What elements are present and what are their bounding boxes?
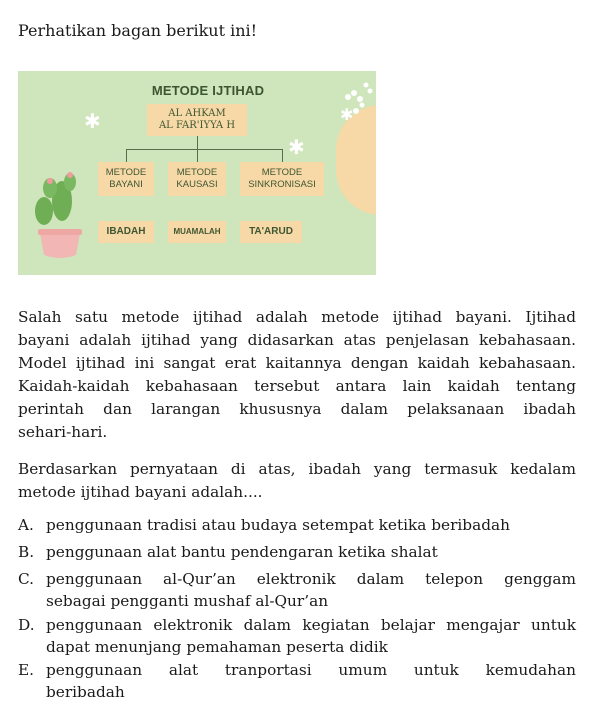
option-text: penggunaan alat bantu pendengaran ketika shalat	[46, 543, 438, 561]
method-box-sinkronisasi	[240, 162, 324, 196]
option-letter: D.	[18, 616, 35, 634]
option-letter: C.	[18, 570, 35, 588]
connector-line	[197, 149, 198, 162]
method-label-line-1: METODE	[176, 167, 218, 178]
question-line: metode ijtihad bayani adalah....	[18, 483, 263, 501]
question-line: Berdasarkan pernyataan di atas, ibadah yang termasuk kedalam	[18, 460, 576, 478]
passage-line: bayani adalah ijtihad yang didasarkan atas penjelasan kebahasaan.	[18, 331, 576, 349]
instruction-text: Perhatikan bagan berikut ini!	[18, 21, 258, 40]
passage-line: Model ijtihad ini sangat erat kaitannya dengan kaidah kebahasaan.	[18, 354, 576, 372]
option-text: penggunaan al-Qur’an elektronik dalam telepon genggam	[46, 570, 576, 588]
option-b[interactable]	[18, 541, 576, 563]
connector-line	[126, 149, 127, 162]
root-box	[147, 104, 247, 136]
sparkle-icon: ✱	[340, 105, 354, 124]
option-text-continued: dapat menunjang pemahaman peserta didik	[46, 638, 388, 656]
cactus-icon	[35, 172, 82, 258]
diagram-title: METODE IJTIHAD	[151, 83, 265, 98]
method-label-line-1: METODE	[261, 167, 303, 178]
option-a[interactable]	[18, 514, 576, 536]
passage-line: perintah dan larangan khususnya dalam pelaksanaan ibadah	[18, 400, 576, 418]
option-text-continued: sebagai pengganti mushaf al-Qur’an	[46, 592, 329, 610]
option-letter: E.	[18, 661, 35, 679]
method-box-bayani	[98, 162, 154, 196]
question-stem	[18, 458, 576, 504]
option-c[interactable]	[18, 568, 576, 612]
option-letter: A.	[18, 516, 34, 534]
connector-line	[126, 149, 282, 150]
passage-paragraph	[18, 306, 576, 444]
category-box-taarud: TA'ARUD	[240, 221, 302, 243]
passage-line: Salah satu metode ijtihad adalah metode ijtihad bayani. Ijtihad	[18, 308, 576, 326]
method-label-line-2: KAUSASI	[176, 179, 218, 190]
option-d[interactable]	[18, 614, 576, 658]
root-line-2: AL FAR'IYYA H	[158, 120, 236, 131]
option-e[interactable]	[18, 659, 576, 703]
root-line-1: AL AHKAM	[168, 108, 226, 119]
sparkle-icon: ✱	[84, 109, 101, 133]
passage-line: sehari-hari.	[18, 423, 108, 441]
option-text: penggunaan tradisi atau budaya setempat ketika beribadah	[46, 516, 510, 534]
option-text-continued: beribadah	[46, 683, 125, 701]
method-label-line-2: SINKRONISASI	[248, 179, 316, 190]
sparkle-icon: ✱	[288, 135, 305, 159]
option-text: penggunaan alat tranportasi umum untuk kemudahan	[46, 661, 576, 679]
passage-line: Kaidah-kaidah kebahasaan tersebut antara lain kaidah tentang	[18, 377, 576, 395]
connector-line	[282, 149, 283, 162]
method-label-line-2: BAYANI	[109, 179, 143, 190]
ijtihad-diagram	[18, 71, 376, 275]
option-text: penggunaan elektronik dalam kegiatan belajar mengajar untuk	[46, 616, 576, 634]
method-box-kausasi	[168, 162, 226, 196]
category-box-muamalah: MUAMALAH	[168, 221, 226, 243]
option-letter: B.	[18, 543, 35, 561]
connector-line	[197, 136, 198, 149]
category-box-ibadah: IBADAH	[98, 221, 154, 243]
method-label-line-1: METODE	[105, 167, 147, 178]
